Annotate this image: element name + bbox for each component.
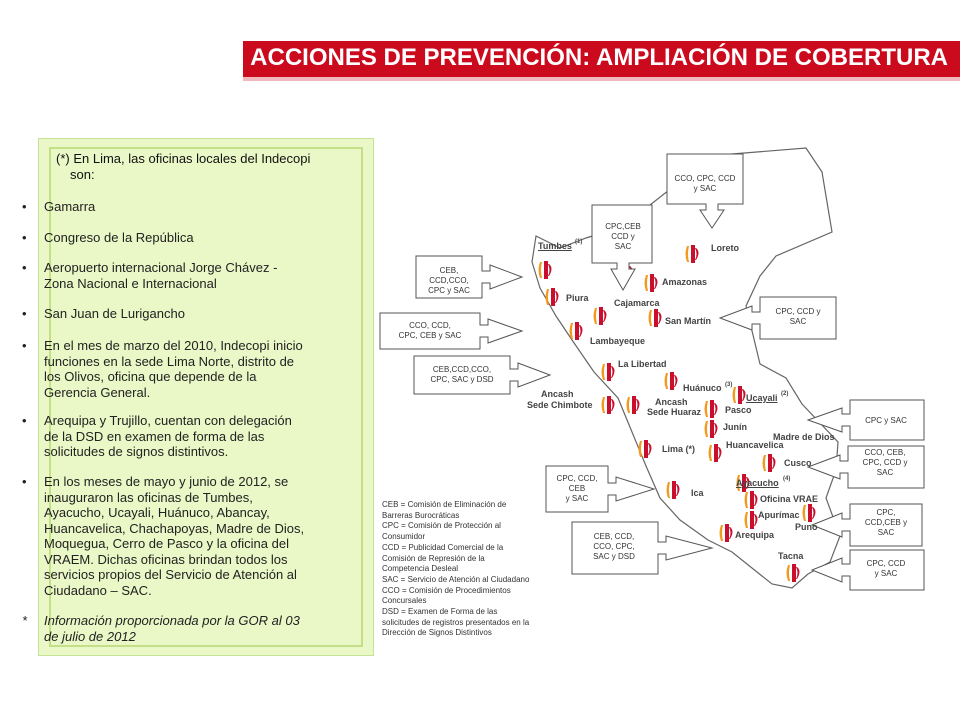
city-label: Madre de Dios bbox=[773, 432, 835, 442]
city-label: Amazonas bbox=[662, 277, 708, 287]
city-label: Lima (*) bbox=[662, 444, 696, 454]
city-mark: (4) bbox=[783, 476, 791, 482]
city-label: Junín bbox=[723, 422, 747, 432]
city-label: San Martín bbox=[665, 316, 712, 326]
city-label: Puno bbox=[795, 522, 818, 532]
city-label: Ica bbox=[691, 488, 704, 498]
abbreviation-legend: CEB = Comisión de Eliminación de Barreras Burocráticas CPC = Comisión de Protección al Consumidor CCD = Publicidad Comercial de la Comisión de Represión de la Competencia Desleal SAC = Servicio de Atención al Ciudadano CCO = Comisión de Procedimientos Concursales DSD = Examen de Forma de las solicitudes de registros presentados en la Dirección de Signos Distintivos bbox=[382, 500, 530, 638]
callout-ucayali: CPC y SAC bbox=[865, 416, 907, 425]
city-label: Tumbes bbox=[538, 241, 572, 251]
callout-arequipa: CEB, CCD, CCO, CPC, SAC y DSD bbox=[593, 532, 635, 561]
callout-loreto: CCO, CPC, CCD y SAC bbox=[674, 174, 736, 193]
indecopi-office-icon bbox=[602, 396, 615, 414]
city-label: Sede Huaraz bbox=[647, 407, 702, 417]
city-label: Huánuco bbox=[683, 383, 722, 393]
callout-cajamarca: CPC,CEB CCD y SAC bbox=[605, 222, 641, 251]
city-mark: (1) bbox=[575, 239, 583, 245]
callout-san-martin: CPC, CCD y SAC bbox=[775, 307, 821, 326]
city-label: Piura bbox=[566, 293, 589, 303]
city-label: Oficina VRAE bbox=[760, 494, 819, 504]
page-title: ACCIONES DE PREVENCIÓN: AMPLIACIÓN DE COBERTURA bbox=[250, 44, 948, 71]
callout-la-libertad: CEB,CCD,CCO, CPC, SAC y DSD bbox=[430, 365, 494, 384]
city-label: Cajamarca bbox=[614, 298, 660, 308]
callout-tumbes-piura: CEB, CCD,CCO, CPC y SAC bbox=[428, 266, 470, 295]
city-label: Ancash bbox=[541, 389, 574, 399]
city-label: Sede Chimbote bbox=[527, 400, 593, 410]
callout-lambayeque: CCO, CCD, CPC, CEB y SAC bbox=[398, 321, 462, 340]
city-label: Loreto bbox=[711, 243, 739, 253]
note-item: • En los meses de mayo y junio de 2012, se inauguraron las oficinas de Tumbes, Ayacucho, Ucayali, Huánuco, Abancay, Huancavelica, Chachapoyas, Madre de Dios, Moquegua, Cerro de Pasco y la oficina del VRAEM. Dichas oficinas brindan todos los servicios propios del Servicio de Atención al Ciudadano – SAC. bbox=[22, 474, 305, 598]
city-label: Arequipa bbox=[735, 530, 775, 540]
city-label: Ancash bbox=[655, 397, 688, 407]
note-item: • Arequipa y Trujillo, cuentan con delegación de la DSD en examen de forma de las solicitudes de signos distintivos. bbox=[22, 413, 292, 459]
note-item: • San Juan de Lurigancho bbox=[22, 306, 185, 321]
note-item: • Gamarra bbox=[22, 199, 96, 214]
note-item: • En el mes de marzo del 2010, Indecopi inicio funciones en la sede Lima Norte, distrito de los Olivos, oficina que depende de la Gerencia General. bbox=[22, 338, 303, 400]
city-label: Ucayali bbox=[746, 393, 778, 403]
notes-heading-line2: son: bbox=[70, 167, 95, 182]
note-item: • Aeropuerto internacional Jorge Chávez - Zona Nacional e Internacional bbox=[22, 260, 278, 291]
note-item: • Congreso de la República bbox=[22, 230, 194, 245]
city-mark: (2) bbox=[781, 391, 789, 397]
city-label: Tacna bbox=[778, 551, 804, 561]
callout-ica: CPC, CCD, CEB y SAC bbox=[556, 474, 598, 503]
city-label: La Libertad bbox=[618, 359, 667, 369]
city-label: Cusco bbox=[784, 458, 812, 468]
note-footnote: * Información proporcionada por la GOR al 03 de julio de 2012 bbox=[22, 613, 300, 644]
callout-tacna: CPC, CCD y SAC bbox=[866, 559, 906, 578]
city-label: Ayacucho bbox=[736, 478, 779, 488]
callout-puno: CPC, CCD,CEB y SAC bbox=[864, 508, 908, 537]
callout-cusco: CCO, CEB, CPC, CCD y SAC bbox=[862, 448, 908, 477]
notes-heading-line1: (*) En Lima, las oficinas locales del Indecopi bbox=[56, 151, 311, 166]
city-label: Apurímac bbox=[758, 510, 800, 520]
city-mark: (3) bbox=[725, 382, 733, 388]
city-label: Huancavelica bbox=[726, 440, 784, 450]
city-label: Pasco bbox=[725, 405, 752, 415]
city-label: Lambayeque bbox=[590, 336, 646, 346]
